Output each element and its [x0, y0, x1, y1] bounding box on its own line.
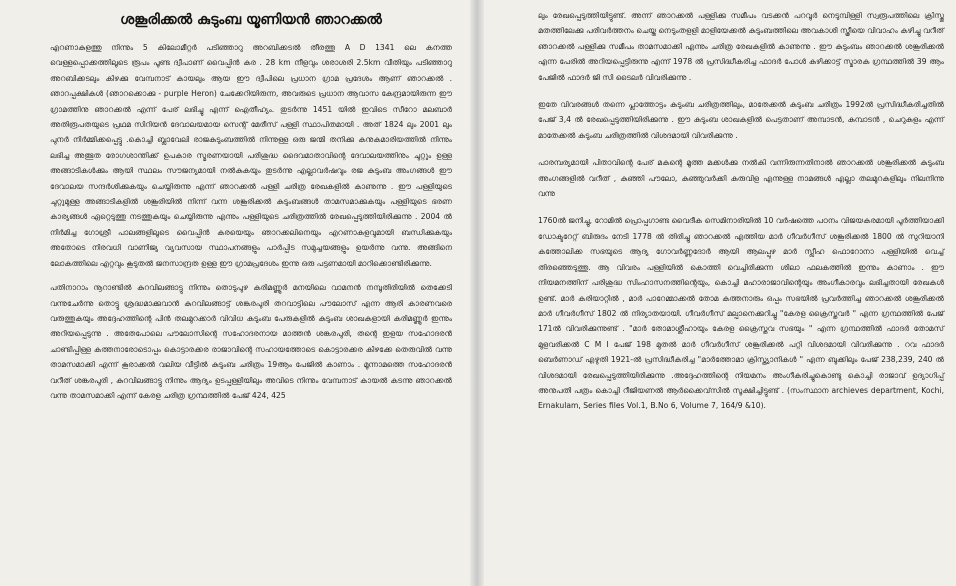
paragraph-naming-tradition: പാരമ്പര്യമായി പിതാവിന്റെ പേര് മകന്റെ മൂത്ത മക്കൾക്കു നൽകി വന്നിരുന്നതിനാൽ ഞാറക്കൽ ശങ്കൂരിക്കൽ കുടുംബ അംഗങ്ങളിൽ വറീത് , കുഞ്ഞി പൗലോ, കുഞ്ഞുവർക്കി കുരുവിള എന്നുള്ള നാമങ്ങൾ എല്ലാ തലമുറകളിലും നിലനിന്നു വന്നു [538, 158, 944, 199]
page-title: ശങ്കൂരിക്കൽ കുടുംബ യൂണിയൻ ഞാറക്കൽ [120, 12, 382, 28]
left-page [0, 0, 470, 586]
paragraph-family-records: ഇതേ വിവരങ്ങൾ തന്നെ പ്ലാത്തോട്ടം കുടുംബ ചരിത്രത്തിലും, മാതേക്കൽ കുടുംബ ചരിത്രം 1992ൽ പ്രസിദ്ധീകരിച്ചതിൽ പേജ് 3,4 ൽ രേഖപ്പെടുത്തിയിരിക്കുന്നു . ഈ കുടുംബ ശാഖകളിൽ പെട്ടതാണ് അമ്പാടൻ, കുമ്പാടൻ , ചെറുകുളം എന്ന് മാതേക്കൽ കുടുംബ ചരിത്രത്തിൽ വിശദമായി വിവരിക്കുന്നു . [538, 100, 944, 140]
paragraph-continuation: ലും രേഖപ്പെടുത്തിയിട്ടുണ്ട്. അന്ന് ഞാറക്കൽ പള്ളിക്കു സമീപം വടക്കൻ പറവൂർ നെടുമ്പിള്ളി സ്വരൂപത്തിലെ ക്രിസ്തു മതത്തിലേക്കു പരിവർത്തനം ചെയ്ത നെടുംതളളി മാളിയേക്കൽ കുടുംബത്തിലെ അവകാശി സ്ത്രീയെ വിവാഹം കഴിച്ചു വറീത് ഞാറക്കൽ പള്ളിക്കു സമീപം താമസമാക്കി എന്നും ചരിത്ര രേഖകളിൽ കാണുന്നു . ഈ കുടുംബം ഞാറക്കൽ ശങ്കൂരിക്കൽ എന്ന പേരിൽ അറിയപ്പെട്ടിരുന്നു എന്ന് 1978 ൽ പ്രസിദ്ധീകരിച്ച ഫാദർ പോൾ കുഴിക്കാട്ട് സ്മാരക ഗ്രന്ഥത്തിൽ 39 ആം പേജിൽ ഫാദർ ജി സി ടൈലർ വിവരിക്കുന്നു . [538, 11, 944, 82]
paragraph-history-intro: എറണാകുളത്തു നിന്നും 5 കിലോമീറ്റർ പടിഞ്ഞാറു അറബിക്കടൽ തീരത്തു A D 1341 ലെ കനത്ത വെള്ളപ്പൊക്കത്തിലൂടെ രൂപം പൂണ്ട ദ്വീപാണ് വൈപ്പിൻ കര . 28 km നീളവും ശരാശരി 2.5km വീതിയും പടിഞ്ഞാറു അറബിക്കടലും കിഴക്കു വേമ്പനാട് കായലും ആയ ഈ ദ്വീപിലെ പ്രധാന ഗ്രാമ പ്രദേശം ആണ് ഞാറക്കൽ . ഞാറപ്പക്ഷികൾ (ഞാറക്കൊക്കു - purple Heron) ചേക്കേറിയിരുന്ന, അവരുടെ പ്രധാന ആവാസ കേന്ദ്രമായിരുന്ന ഈ ഗ്രാമത്തിനു ഞാറക്കൽ എന്ന് പേര് ലഭിച്ചു എന്ന് ഐതീഹ്യം. തുടർന്നു 1451 യിൽ ഇവിടെ സീറോ മലബാർ അതിരൂപതയുടെ പ്രഥമ സിറിയൻ ദേവാലയമായ സെന്റ് മേരീസ് പള്ളി സ്ഥാപിതമായി . അത് 1824 ലും 2001 ലും പുനർ നിർമ്മിക്കപ്പെട്ടു .കൊച്ചി ബ്ലാവേലി രാജകുടുംബത്തിൽ നിന്നുള്ള ഒരു ജന്മി തനിക്കു കനുകമാരിയത്തിൽ നിന്നും ലഭിച്ച അത്ഭുത രോഗശാന്തിക്ക് ഉപകാര സ്മരണയായി പരിശുദ്ധ ദൈവമാതാവിന്റെ ദേവാലയത്തിനും ചുറ്റും ഉള്ള അങ്ങാടികൾക്കും ആയി സ്ഥലം സൗജന്യമായി നൽകുകയും തുടർന്നു എല്ലാവർഷവും രജ കുടുംബ അംഗങ്ങൾ ഈ ദേവാലയ സന്ദർശിക്കുകയും ചെയ്യിരുന്നു എന്ന് ഞാറക്കൽ പള്ളി ചരിത്ര രേഖകളിൽ കാണുന്നു . ഈ പള്ളിയുടെ ചുറ്റുമുള്ള അങ്ങാടികളിൽ ശങ്കൂരിയിൽ നിന്ന് വന്ന ശങ്കൂരിക്കൽ കുടുംബങ്ങൾ താമസമാക്കുകയും പള്ളിയുടെ ഭരണ കാര്യങ്ങൾ ഏറ്റെടുത്തു നടത്തുകയും ചെയ്യിരുന്നു എന്നും പള്ളിയുടെ ചരിത്രത്തിൽ രേഖപ്പെടുത്തിയിരിക്കുന്നു . 2004 ൽ നിർമിച്ച ഗോശ്രീ പാലങ്ങളിലൂടെ വൈപ്പിൻ കരയെയും ഞാറക്കലിനെയും എറണാകുളവുമായി ബന്ധിക്കുകയും അതോടെ നിരവധി വാണിജ്യ വ്യവസായ സ്ഥാപനങ്ങളും പാർപ്പിട സമുച്ചയങ്ങളും ഉയർന്നു വന്നു. അങ്ങിനെ ലോകത്തിലെ എറ്റവും കൂടുതൽ ജനസാന്ദ്രത ഉള്ള ഈ ഗ്രാമപ്രദേശം ഇന്നു ഒരു പട്ടണമായി മാറിക്കൊണ്ടിരിക്കുന്നു. [50, 43, 452, 268]
paragraph-family-origin: പതിനാറാം നൂറാണ്ടിൽ കുറവിലങ്ങാട്ടു നിന്നും തൊടുപുഴ കരിമണ്ണൂർ മനയിലെ വാമനൻ നമ്പൂതിരിയിൽ തെക്കേടി വന്നുചേർന്നു തൊട്ടു ശ്രദ്ധമാക്കുവാൻ കുറവിലങ്ങാട്ട് ശങ്കരപുരി തറവാട്ടിലെ പൗലോസ് എന്ന ആരി കാരണവരെ വരുത്തുകയും അദ്ദേഹത്തിന്റെ പിൻ തലമുറക്കാർ വിവിധ കുടുംബ പേരുകളിൽ കുടുംബ ശാഖകളായി കരിമണ്ണൂർ ഇന്നും അറിയപ്പെടുന്നു . അതേപോലെ പൗലോസിന്റെ സഹോദരനായ മാത്തൻ ശങ്കരപുരി, തന്റെ ഇളയ സഹോദരൻ ചാണ്ടിപ്പിള്ള കത്തനാരോടൊപ്പം കൊട്ടാരക്കര രാജാവിന്റെ സഹായത്തോടെ കൊട്ടാരക്കര കിഴക്കേ തെരുവിൽ വന്നു താമസമാക്കി എന്ന് കൂരാക്കൽ വലിയ വീട്ടിൽ കുടുംബ ചരിത്രം 19ആം പേജിൽ കാണാം . മൂന്നാമത്തെ സഹോദരൻ വറീത് ശങ്കരപുരി , കുറവിലങ്ങാട്ടു നിന്നും ആദ്യം ഉടപ്പള്ളിയിലും അവിടെ നിന്നും വേമ്പനാട് കായൽ കടന്നു ഞാറക്കൽ വന്നു താമസമാക്കി എന്ന് കേരള ചരിത്ര ഗ്രന്ഥത്തിൽ പേജ് 424, 425 [50, 283, 452, 400]
paragraph-mar-geevarghese: 1760ൽ ജനിച്ചു, റോമിൽ പ്രൊപ്പഗാണ്ട വൈദീക സെമിനാരിയിൽ 10 വർഷത്തെ പഠനം വിജയകരമായി പൂർത്തിയാക്കി ഡോക്ടറേറ്റ് ബിരുദം നേടി 1778 ൽ തിരിച്ചു ഞാറക്കൽ എത്തിയ മാർ ഗീവർഗീസ് ശങ്കൂരിക്കൽ 1800 ൽ സുറിയാനി കത്തോലിക്ക സഭയുടെ ആദ്യ ഗോവർണ്ണദോർ ആയി ആലപ്പുഴ മാർ സ്ലീഹ ഫൊറോനാ പള്ളിയിൽ വെച്ച് തിരഞ്ഞെടുത്തു. ആ വിവരം പള്ളിയിൽ കൊത്തി വെച്ചിരിക്കുന്ന ശിലാ ഫലകത്തിൽ ഇന്നും കാണാം . ഈ നിയമനത്തിന് പരിശുദ്ധ സിംഹാസനത്തിന്റെയും, കൊച്ചി മഹാരാജാവിന്റെയും അംഗീകാരവും ലഭിച്ചതായി രേഖകൾ ഉണ്ട്. മാർ കരിയാറ്റിൽ , മാർ പാറേമ്മാക്കൽ തോമ കത്തനാരും ഒപ്പം സഭയിൽ പ്രവർത്തിച്ച ഞാറക്കൽ ശങ്കൂരിക്കൽ മാർ ഗീവർഗീസ് 1802 ൽ നിര്യാതയായി. ഗീവർഗീസ് മല്പാനെക്കുറിച്ചു "കേരള ക്രൈസ്തവർ " എന്ന ഗ്രന്ഥത്തിൽ പേജ് 171ൽ വിവരിക്കുന്നുണ്ട് . "മാർ തോമാശ്ലീഹായും കേരള ക്രൈസ്തവ സഭയും " എന്ന ഗ്രന്ഥത്തിൽ ഫാദർ തോമസ് മുളവരിക്കൽ C M I പേജ് 198 മുതൽ മാർ ഗീവർഗീസ് ശങ്കൂരിക്കൽ പറ്റി വിശദമായി വിവരിക്കുന്നു . റവ ഫാദർ ബെർണാഡ് എഴുതി 1921-ൽ പ്രസിദ്ധീകരിച്ച "മാർത്തോമാ ക്രിസ്ത്യാനികൾ " എന്ന ബുക്കിലും പേജ് 238,239, 240 ൽ വിശദമായി രേഖപ്പെടുത്തിയിരിക്കുന്നു .അദ്ദേഹത്തിന്റെ നിയമനം അംഗീകരിച്ചുകൊണ്ടു കൊച്ചി രാജാവ് ഉദ്യാഗിപ്പ് അനുപതി പത്രം കൊച്ചി റീജിയണൽ ആർക്കൈവ്‌സിൽ സൂക്ഷിച്ചിട്ടുണ്ട് . (സംസ്ഥാന archieves department, Kochi, Ernakulam, Series files Vol.1, B.No 6, Volume 7, 164/9 &10). [538, 216, 944, 411]
book-gutter [470, 0, 484, 586]
right-page [484, 0, 956, 586]
